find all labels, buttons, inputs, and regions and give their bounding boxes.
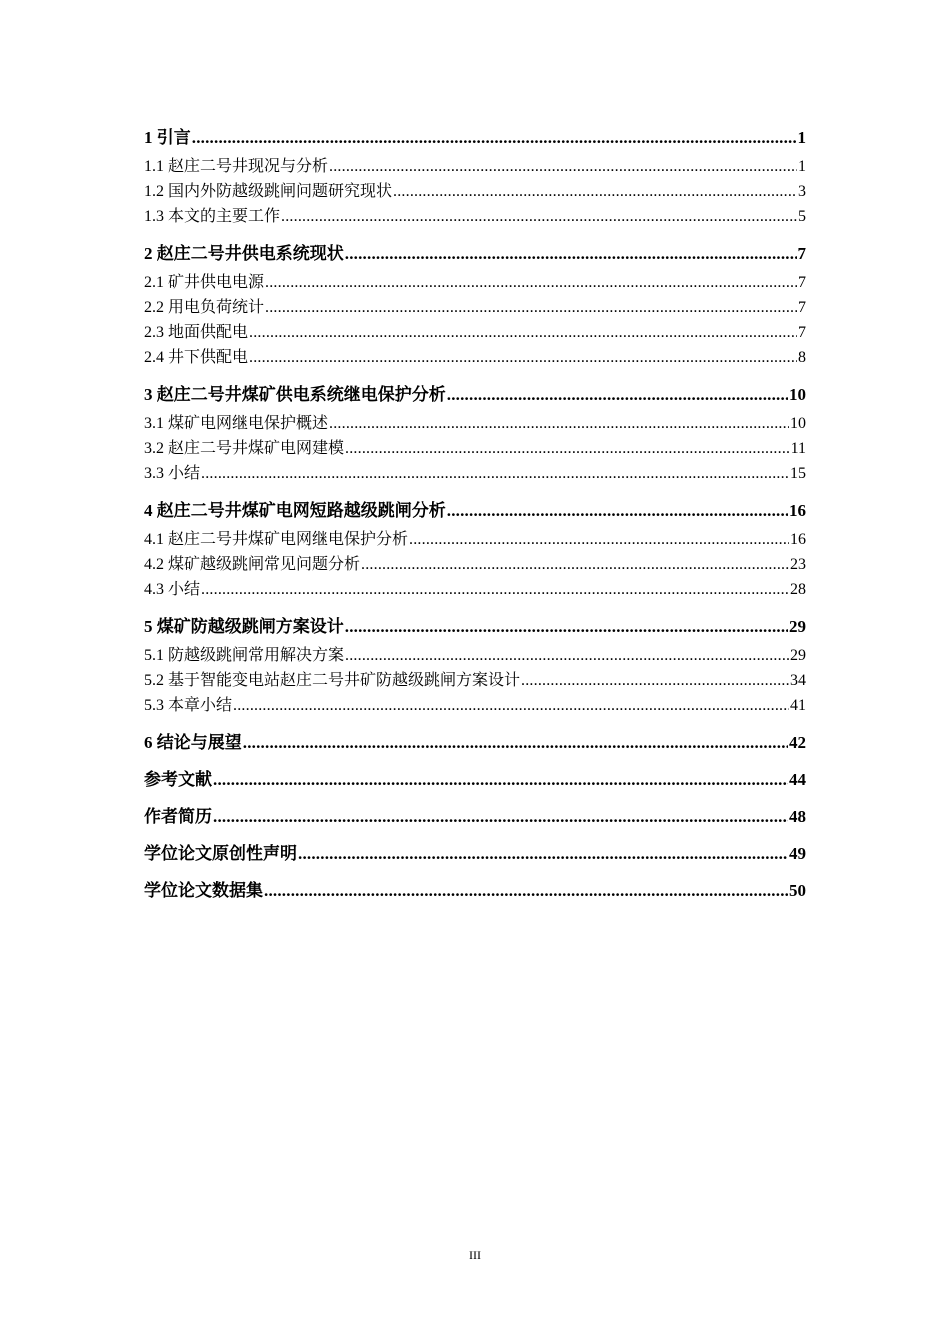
toc-entry-title: 2.2 用电负荷统计: [144, 299, 265, 316]
toc-chapter-entry[interactable]: [144, 241, 806, 266]
toc-chapter-entry[interactable]: [144, 498, 806, 523]
dot-leader: [265, 295, 797, 320]
toc-entry-title: 1.3 本文的主要工作: [144, 208, 281, 225]
toc-chapter-entry[interactable]: [144, 878, 806, 903]
toc-entry-page: 3: [798, 183, 806, 200]
toc-section-entry[interactable]: [144, 411, 806, 436]
dot-leader: [345, 241, 797, 266]
toc-entry-title: 6 结论与展望: [144, 733, 242, 752]
toc-entry-page: 7: [798, 299, 806, 316]
toc-entry-page: 10: [789, 385, 806, 404]
dot-leader: [192, 125, 797, 150]
toc-chapter-entry[interactable]: [144, 382, 806, 407]
toc-entry-page: 28: [790, 581, 806, 598]
toc-entry-page: 42: [789, 733, 806, 752]
toc-section-entry[interactable]: [144, 179, 806, 204]
dot-leader: [265, 270, 797, 295]
toc-entry-title: 2.1 矿井供电电源: [144, 274, 265, 291]
dot-leader: [393, 179, 797, 204]
dot-leader: [249, 320, 797, 345]
dot-leader: [329, 154, 797, 179]
toc-entry-page: 16: [790, 531, 806, 548]
dot-leader: [345, 436, 790, 461]
page-number: III: [469, 1248, 481, 1262]
dot-leader: [447, 498, 788, 523]
toc-section-entry[interactable]: [144, 552, 806, 577]
dot-leader: [521, 668, 789, 693]
toc-entry-title: 4.2 煤矿越级跳闸常见问题分析: [144, 556, 361, 573]
toc-entry-page: 8: [798, 349, 806, 366]
toc-entry-title: 3.1 煤矿电网继电保护概述: [144, 415, 329, 432]
toc-entry-title: 4.3 小结: [144, 581, 201, 598]
toc-entry-title: 参考文献: [144, 770, 212, 789]
dot-leader: [345, 614, 788, 639]
toc-entry-title: 1 引言: [144, 128, 191, 147]
dot-leader: [345, 643, 789, 668]
toc-entry-title: 3.2 赵庄二号井煤矿电网建模: [144, 440, 345, 457]
toc-entry-title: 1.2 国内外防越级跳闸问题研究现状: [144, 183, 393, 200]
toc-chapter-entry[interactable]: [144, 841, 806, 866]
toc-entry-title: 学位论文原创性声明: [144, 844, 297, 863]
toc-entry-title: 学位论文数据集: [144, 881, 263, 900]
dot-leader: [409, 527, 789, 552]
toc-section-entry[interactable]: [144, 693, 806, 718]
toc-section-entry[interactable]: [144, 295, 806, 320]
toc-entry-page: 7: [798, 324, 806, 341]
toc-entry-page: 7: [798, 274, 806, 291]
dot-leader: [213, 804, 788, 829]
dot-leader: [264, 878, 788, 903]
table-of-contents: [144, 123, 806, 907]
toc-chapter-entry[interactable]: [144, 125, 806, 150]
toc-entry-title: 2 赵庄二号井供电系统现状: [144, 244, 344, 263]
toc-entry-page: 41: [790, 697, 806, 714]
toc-entry-page: 7: [797, 244, 806, 263]
toc-entry-page: 1: [798, 158, 806, 175]
toc-entry-title: 5 煤矿防越级跳闸方案设计: [144, 617, 344, 636]
dot-leader: [447, 382, 788, 407]
dot-leader: [243, 730, 788, 755]
dot-leader: [329, 411, 789, 436]
toc-entry-page: 29: [789, 617, 806, 636]
toc-section-entry[interactable]: [144, 461, 806, 486]
toc-entry-page: 11: [790, 440, 806, 457]
toc-entry-page: 44: [789, 770, 806, 789]
toc-section-entry[interactable]: [144, 204, 806, 229]
toc-entry-page: 34: [790, 672, 806, 689]
toc-section-entry[interactable]: [144, 154, 806, 179]
toc-chapter-entry[interactable]: [144, 804, 806, 829]
toc-entry-title: 4 赵庄二号井煤矿电网短路越级跳闸分析: [144, 501, 446, 520]
dot-leader: [201, 461, 789, 486]
toc-entry-page: 5: [798, 208, 806, 225]
toc-entry-title: 3 赵庄二号井煤矿供电系统继电保护分析: [144, 385, 446, 404]
dot-leader: [361, 552, 789, 577]
toc-entry-page: 15: [790, 465, 806, 482]
toc-section-entry[interactable]: [144, 320, 806, 345]
dot-leader: [249, 345, 797, 370]
toc-entry-title: 2.3 地面供配电: [144, 324, 249, 341]
toc-entry-page: 23: [790, 556, 806, 573]
toc-entry-page: 49: [789, 844, 806, 863]
toc-section-entry[interactable]: [144, 270, 806, 295]
toc-section-entry[interactable]: [144, 527, 806, 552]
dot-leader: [298, 841, 788, 866]
toc-entry-page: 50: [789, 881, 806, 900]
toc-entry-page: 10: [790, 415, 806, 432]
toc-entry-title: 5.1 防越级跳闸常用解决方案: [144, 647, 345, 664]
dot-leader: [213, 767, 788, 792]
toc-entry-title: 1.1 赵庄二号井现况与分析: [144, 158, 329, 175]
toc-chapter-entry[interactable]: [144, 614, 806, 639]
toc-entry-title: 5.2 基于智能变电站赵庄二号井矿防越级跳闸方案设计: [144, 672, 521, 689]
toc-entry-page: 29: [790, 647, 806, 664]
dot-leader: [233, 693, 789, 718]
toc-chapter-entry[interactable]: [144, 730, 806, 755]
toc-entry-title: 3.3 小结: [144, 465, 201, 482]
toc-section-entry[interactable]: [144, 436, 806, 461]
toc-section-entry[interactable]: [144, 643, 806, 668]
dot-leader: [281, 204, 797, 229]
dot-leader: [201, 577, 789, 602]
toc-entry-title: 2.4 井下供配电: [144, 349, 249, 366]
toc-section-entry[interactable]: [144, 577, 806, 602]
toc-entry-title: 作者简历: [144, 807, 212, 826]
toc-entry-page: 16: [789, 501, 806, 520]
toc-chapter-entry[interactable]: [144, 767, 806, 792]
toc-section-entry[interactable]: [144, 668, 806, 693]
toc-section-entry[interactable]: [144, 345, 806, 370]
toc-entry-title: 4.1 赵庄二号井煤矿电网继电保护分析: [144, 531, 409, 548]
toc-entry-page: 48: [789, 807, 806, 826]
toc-entry-page: 1: [797, 128, 806, 147]
toc-entry-title: 5.3 本章小结: [144, 697, 233, 714]
